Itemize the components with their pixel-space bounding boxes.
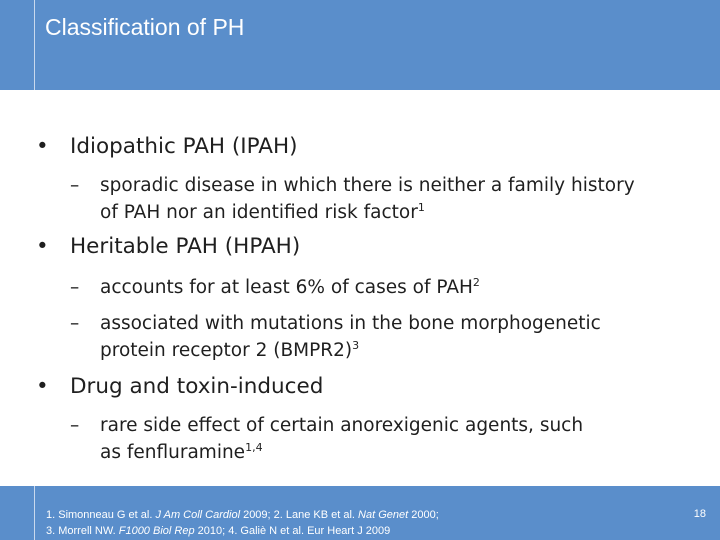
bullet-label: Drug and toxin-induced	[70, 374, 324, 399]
reference-text: 2010; 4. Galiè N et al. Eur Heart J 2009	[194, 524, 391, 537]
references	[46, 508, 439, 539]
bullet-dot: •	[36, 374, 49, 399]
sub-bullet-text: of PAH nor an identified risk factor	[100, 202, 418, 223]
reference-line	[46, 524, 439, 540]
reference-superscript: 3	[352, 338, 360, 352]
sub-bullet-line	[100, 274, 480, 301]
sub-bullet-line: rare side effect of certain anorexigenic agents, such	[100, 415, 584, 436]
sub-bullet-dash: –	[70, 175, 80, 196]
sub-bullet-dash: –	[70, 277, 80, 298]
bullet-label: Heritable PAH (HPAH)	[70, 234, 301, 259]
page-number: 18	[693, 508, 706, 520]
reference-text: 1. Simonneau G et al.	[46, 509, 156, 521]
reference-line	[46, 508, 439, 524]
journal-name: F1000 Biol Rep	[118, 524, 195, 537]
reference-text: 2009; 2. Lane KB et al.	[240, 509, 359, 521]
sub-bullet-dash: –	[70, 415, 80, 436]
reference-text: 3. Morrell NW.	[46, 524, 119, 537]
reference-text: 2000;	[408, 509, 439, 521]
sub-bullet-line	[100, 199, 425, 226]
slide-title: Classification of PH	[45, 14, 245, 40]
reference-superscript: 1	[417, 200, 425, 214]
bullet-dot: •	[36, 134, 49, 159]
reference-superscript: 2	[472, 275, 480, 289]
sub-bullet-text: accounts for at least 6% of cases of PAH	[100, 277, 473, 298]
bullet-label: Idiopathic PAH (IPAH)	[70, 134, 298, 159]
footer-divider	[34, 486, 35, 540]
sub-bullet-text: protein receptor 2 (BMPR2)	[100, 340, 353, 361]
reference-superscript: 1,4	[245, 440, 263, 454]
bullet-dot: •	[36, 234, 49, 259]
sub-bullet-dash: –	[70, 313, 80, 334]
sub-bullet-line	[100, 337, 359, 364]
sub-bullet-line: sporadic disease in which there is neither a family history	[100, 175, 635, 196]
sub-bullet-text: as fenfluramine	[100, 442, 246, 463]
title-divider	[34, 0, 35, 90]
journal-name: Nat Genet	[358, 509, 409, 521]
sub-bullet-line: associated with mutations in the bone morphogenetic	[100, 313, 601, 334]
sub-bullet-line	[100, 439, 263, 466]
journal-name: J Am Coll Cardiol	[155, 509, 241, 521]
